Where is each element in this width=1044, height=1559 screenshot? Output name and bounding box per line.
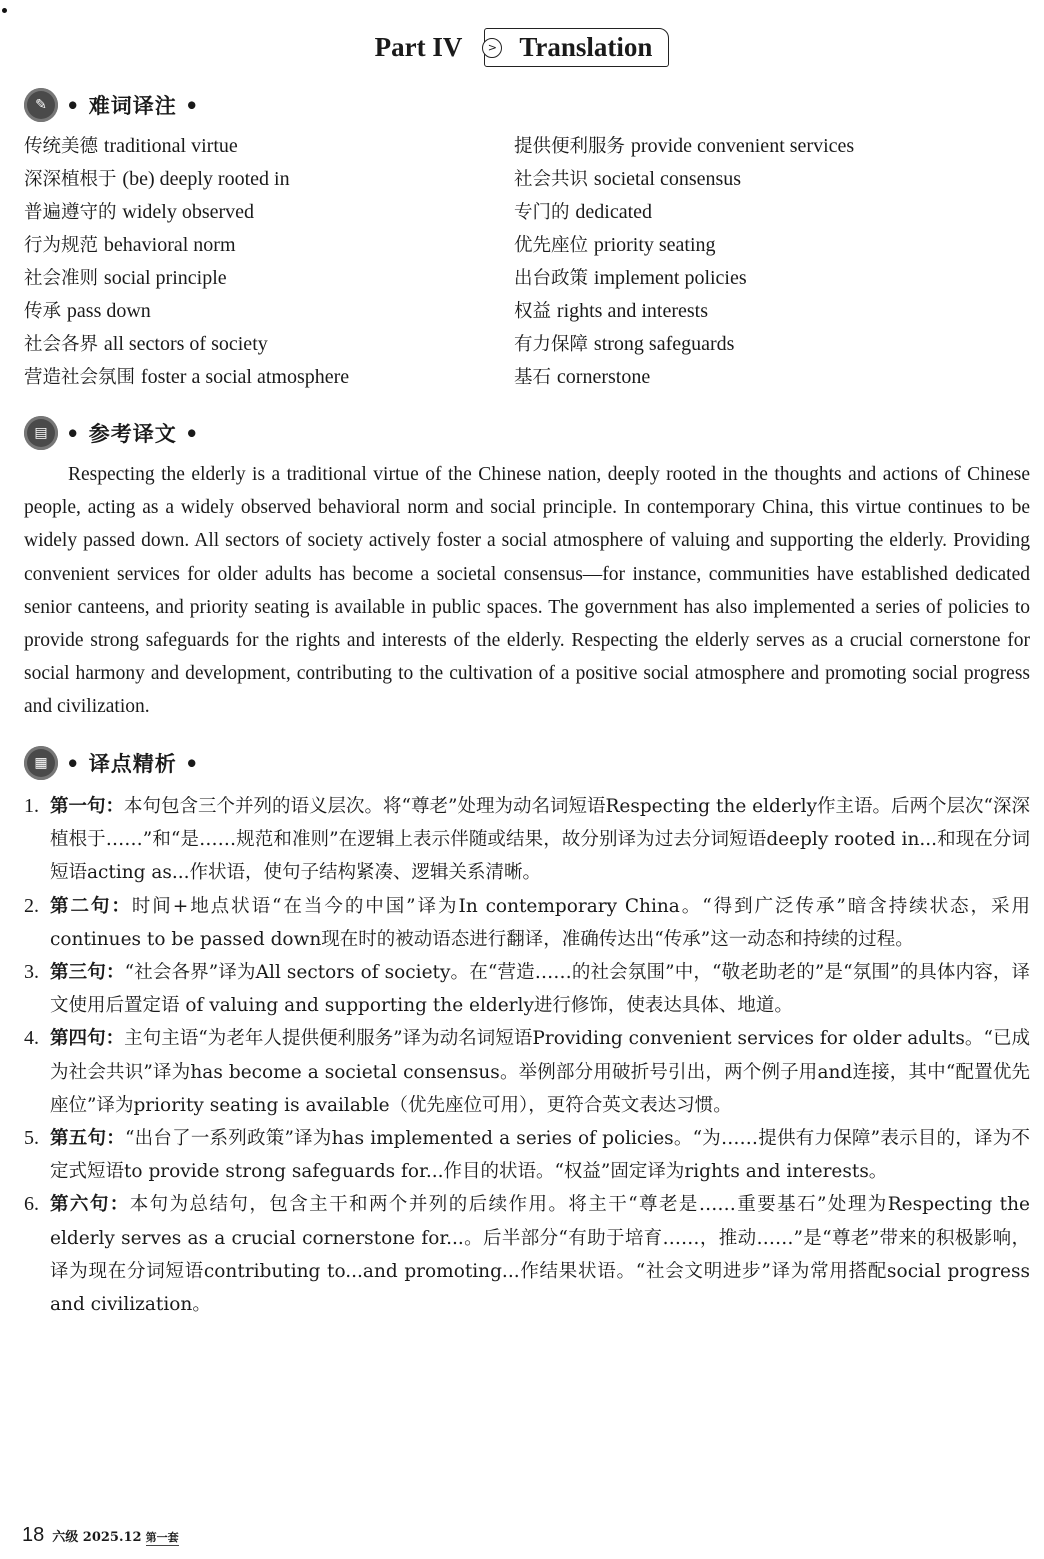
note-icon: ✎	[24, 88, 58, 122]
chevron-right-icon: >	[482, 38, 502, 58]
vocab-item: 社会共识 societal consensus	[514, 168, 742, 190]
book-icon: ▤	[24, 416, 58, 450]
vocab-item: 基石 cornerstone	[514, 366, 651, 388]
vocab-item: 出台政策 implement policies	[514, 267, 747, 289]
reference-translation: Respecting the elderly is a traditional virtue of the Chinese nation, deeply rooted in the thoughts and actions of Chinese people, acting as a widely observed behavioral norm and social principle. In contemporary China, this virtue continues to be widely passed down. All sectors of society actively foster a social atmosphere of valuing and supporting the elderly. Providing convenient services for older adults has become a societal consensus—for instance, communities have established dedicated senior canteens, and priority seating is available in public spaces. The government has also implemented a series of policies to provide strong safeguards for the rights and interests of the elderly. Respecting the elderly serves as a crucial cornerstone for social harmony and development, contributing to the cultivation of a positive social atmosphere and promoting social progress and civilization.	[24, 464, 1030, 718]
vocab-item: 行为规范 behavioral norm	[24, 234, 236, 256]
vocab-item: 专门的 dedicated	[514, 201, 653, 223]
analysis-heading	[24, 746, 199, 780]
vocab-item: 深深植根于 (be) deeply rooted in	[24, 168, 290, 190]
analysis-item: 2. 第二句：时间+地点状语“在当今的中国”译为In contemporary China。“得到广泛传承”暗含持续状态，采用continues to be passed down现在时的被动语态进行翻译，准确传达出“传承”这一动态和持续的过程。	[24, 894, 1030, 950]
analysis-item: 1. 第一句：本句包含三个并列的语义层次。将“尊老”处理为动名词短语Respecting the elderly作主语。后两个层次“深深植根于……”和“是……规范和准则”在逻辑上表示伴随或结果，故分别译为过去分词短语deeply rooted in...和现在分词短语acting as...作状语，使句子结构紧凑、逻辑关系清晰。	[24, 795, 1030, 884]
vocab-item: 权益 rights and interests	[514, 300, 708, 322]
vocab-heading	[24, 88, 199, 122]
title-box	[484, 28, 669, 67]
page-footer	[22, 1524, 179, 1547]
vocab-item: 传统美德 traditional virtue	[24, 135, 238, 157]
analysis-item: 4. 第四句：主句主语“为老年人提供便利服务”译为动名词短语Providing convenient services for older adults。“已成为社会共识”译为has become a societal consensus。举例部分用破折号引出，两个例子用and连接，其中“配置优先座位”译为priority seating is available（优先座位可用），更符合英文表达习惯。	[24, 1027, 1030, 1116]
set-label: 第一套	[145, 1531, 179, 1544]
analysis-item: 3. 第三句：“社会各界”译为All sectors of society。在“营造……的社会氛围”中，“敬老助老的”是“氛围”的具体内容，译文使用后置定语 of valuing and supporting the elderly进行修饰，使表达具体、地道。	[24, 961, 1030, 1017]
vocab-column-right	[514, 130, 1014, 394]
analysis-item: 5. 第五句：“出台了一系列政策”译为has implemented a series of policies。“为……提供有力保障”表示目的，译为不定式短语to provide strong safeguards for...作目的状语。“权益”固定译为rights and interests。	[24, 1127, 1030, 1183]
page-title	[0, 28, 1044, 67]
vocab-item: 普遍遵守的 widely observed	[24, 201, 255, 223]
page-number: 18	[22, 1524, 45, 1546]
title-part: Part IV	[374, 32, 463, 62]
corner-dot	[2, 8, 7, 13]
vocab-item: 有力保障 strong safeguards	[514, 333, 735, 355]
vocab-column-left	[24, 130, 514, 394]
analysis-label: • 译点精析 •	[66, 751, 200, 776]
vocab-item: 社会准则 social principle	[24, 267, 227, 289]
reference-heading	[24, 416, 199, 450]
chart-icon: ▦	[24, 746, 58, 780]
title-section: Translation	[519, 32, 653, 62]
issue-label: 六级 2025.12	[52, 1530, 142, 1545]
vocab-item: 提供便利服务 provide convenient services	[514, 135, 855, 157]
reference-label: • 参考译文 •	[66, 421, 200, 446]
analysis-list	[24, 790, 1030, 1321]
vocab-item: 优先座位 priority seating	[514, 234, 716, 256]
vocab-item: 社会各界 all sectors of society	[24, 333, 268, 355]
vocab-item: 传承 pass down	[24, 300, 151, 322]
vocab-list	[24, 130, 1024, 394]
vocab-item: 营造社会氛围 foster a social atmosphere	[24, 366, 350, 388]
vocab-label: • 难词译注 •	[66, 93, 200, 118]
analysis-item: 6. 第六句：本句为总结句，包含主干和两个并列的后续作用。将主干“尊老是……重要基石”处理为Respecting the elderly serves as a crucial cornerstone for...。后半部分“有助于培育……，推动……”是“尊老”带来的积极影响，译为现在分词短语contributing to...and promoting...作结果状语。“社会文明进步”译为常用搭配social progress and civilization。	[24, 1193, 1030, 1316]
